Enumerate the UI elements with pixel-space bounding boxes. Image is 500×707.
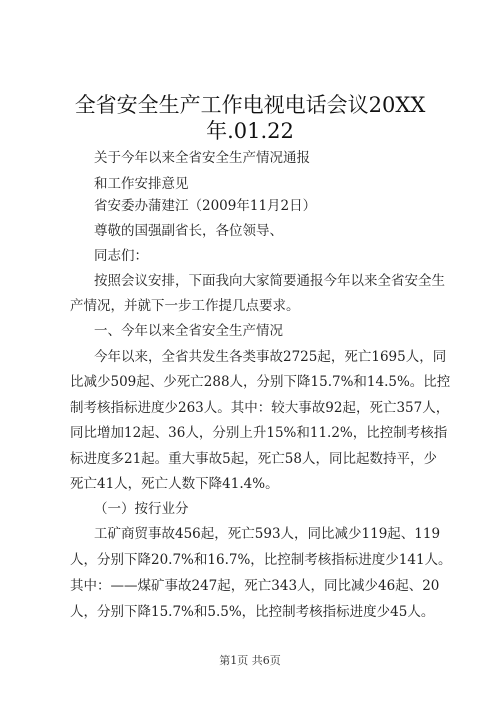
body-line-16: 工矿商贸事故456起，死亡593人，同比减少119起、119 [94,526,441,542]
body-line-1: 关于今年以来全省安全生产情况通报 [94,150,310,166]
body-line-18: 其中：——煤矿事故247起，死亡343人，同比减少46起、20 [70,578,440,594]
body-line-19: 人，分别下降15.7%和5.5%，比控制考核指标进度少45人。 [70,604,435,620]
body-line-10: 比减少509起、少死亡288人，分别下降15.7%和14.5%。比控 [70,374,451,390]
document-title-line-1: 全省安全生产工作电视电话会议20XX [74,93,426,117]
body-line-2: 和工作安排意见 [94,176,189,192]
body-line-12: 同比增加12起、36人，分别上升15%和11.2%，比控制考核指 [70,425,448,441]
body-line-17: 人，分别下降20.7%和16.7%，比控制考核指标进度少141人。 [70,552,452,568]
body-line-14: 死亡41人，死亡人数下降41.4%。 [70,476,279,492]
body-line-7: 产情况，并就下一步工作提几点要求。 [70,298,300,314]
subsection-heading-1: （一）按行业分 [94,501,189,517]
body-line-6: 按照会议安排，下面我向大家简要通报今年以来全省安全生 [94,273,445,289]
body-line-5: 同志们： [94,248,148,264]
body-line-3: 省安委办蒲建江（2009年11月2日） [94,198,317,214]
section-heading-1: 一、今年以来全省安全生产情况 [94,323,283,339]
body-line-4: 尊敬的国强副省长，各位领导、 [94,223,283,239]
body-line-11: 制考核指标进度少263人。其中：较大事故92起，死亡357人， [70,400,450,416]
page-number: 第1页 共6页 [219,654,281,667]
document-title-line-2: 年.01.22 [206,119,294,143]
body-line-9: 今年以来，全省共发生各类事故2725起，死亡1695人，同 [94,349,447,365]
body-line-13: 标进度多21起。重大事故5起，死亡58人，同比起数持平，少 [70,451,437,467]
